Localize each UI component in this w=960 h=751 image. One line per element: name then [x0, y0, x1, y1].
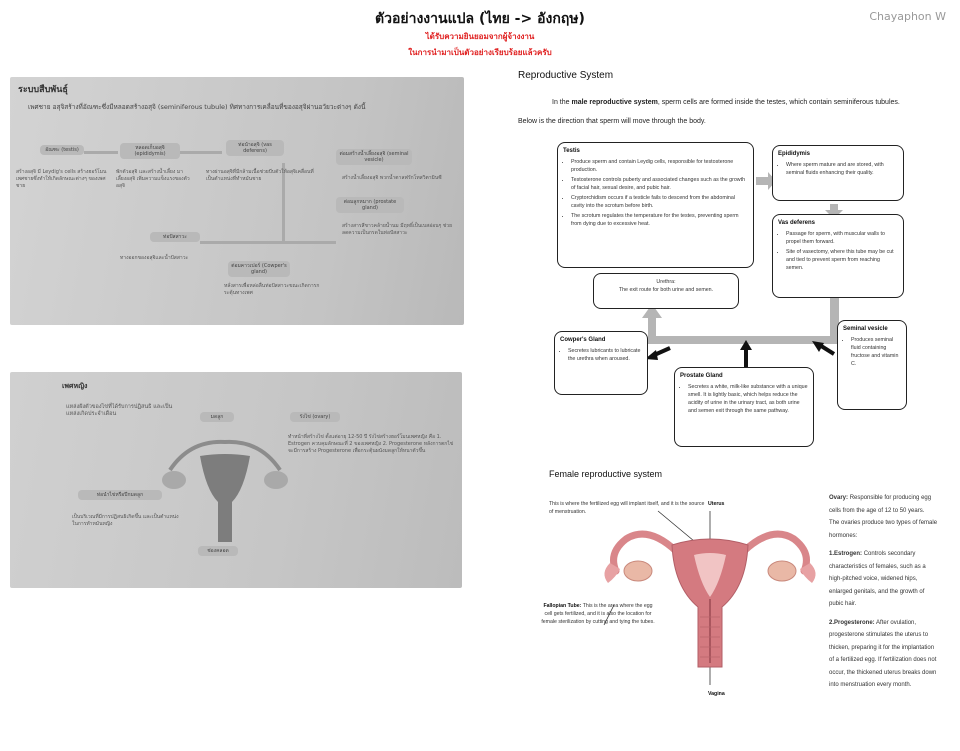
uterus-drawing	[160, 430, 290, 548]
ovary-label: Ovary:	[829, 495, 849, 501]
progesterone-paragraph	[829, 617, 939, 692]
page-title: ตัวอย่างงานแปล (ไทย -> อังกฤษ)	[375, 11, 585, 27]
vagina-label: Vagina	[708, 691, 725, 697]
photo-box-tube: ท่อนำไข่หรือปีกมดลูก	[78, 490, 162, 500]
vas-item: • Site of vasectomy, where this tube may be cut and tied to prevent sperm from reaching semen.	[786, 248, 898, 272]
testis-title: Testis	[563, 148, 580, 154]
diagram-box-epididymis	[772, 145, 904, 201]
reproductive-intro	[518, 93, 914, 131]
cowper-item: • Secretes lubricants to lubricate the urethra when aroused.	[568, 347, 642, 363]
testis-item: • Cryptorchidism occurs if a testicle fails to descend from the abdominal cavity into the scrotum before birth.	[571, 194, 748, 210]
permission-note-line-1: ได้รับความยินยอมจากผู้จ้างงาน	[425, 32, 535, 41]
estrogen-text: Controls secondary characteristics of females, such as a high-pitched voice, widened hips, enlarged genitals, and the growth of pubic hair.	[829, 551, 926, 607]
intro-text-start: In the	[552, 99, 572, 106]
diagram-box-vas-deferens	[772, 214, 904, 298]
photo-box-epididymis: หลอดเก็บอสุจิ (epididymis)	[120, 143, 180, 159]
vas-item: • Passage for sperm, with muscular walls to propel them forward.	[786, 230, 898, 246]
prostate-title: Prostate Gland	[680, 373, 723, 379]
photo-box-vagina: ช่องคลอด	[198, 546, 238, 556]
vas-title: Vas deferens	[778, 220, 816, 226]
intro-text-end: , sperm cells are formed inside the testes, which contain seminiferous tubules. Below is the direction that sperm will move through the body.	[518, 99, 900, 125]
ovary-paragraph	[829, 492, 939, 542]
intro-bold-term: male reproductive system	[571, 99, 658, 106]
estrogen-label: 1.Estrogen:	[829, 551, 863, 557]
diagram-box-testis	[557, 142, 754, 268]
photo-connector	[180, 151, 222, 154]
seminal-item: • Produces seminal fluid containing fructose and vitamin C.	[851, 336, 901, 368]
diagram-box-urethra	[593, 273, 739, 309]
reproductive-heading: Reproductive System	[518, 70, 614, 81]
ovary-hormones: The ovaries produce two types of female hormones:	[829, 520, 938, 539]
photo-heading: ระบบสืบพันธุ์	[18, 85, 68, 95]
epididymis-item: • Where sperm mature and are stored, with seminal fluids enhancing their quality.	[786, 161, 898, 177]
photo-box-urethra: ท่อปัสสาวะ	[150, 232, 200, 242]
progesterone-label: 2.Progesterone:	[829, 619, 875, 626]
ovary-text: Responsible for producing egg cells from the age of 12 to 50 years.	[829, 495, 932, 514]
tube-label: Fallopian Tube:	[543, 603, 582, 609]
author-name: Chayaphon W	[869, 10, 946, 23]
photo-text-epididymis: พักตัวอสุจิ และสร้างน้ำเลี้ยง มาเลี้ยงอสุจิ เพิ่มความแข็งแรงของตัวอสุจิ	[116, 169, 190, 189]
progesterone-text: After ovulation, progesterone stimulates the uterus to thicken, preparing it for the implantation of a fertilized egg. If fertilization does not occur, the thickened uterus breaks down into menstruation every month.	[829, 619, 937, 688]
ovary-description	[829, 492, 939, 698]
photo-heading: เพศหญิง	[62, 382, 88, 390]
testis-item: • Produce sperm and contain Leydig cells, responsible for testosterone production.	[571, 158, 748, 174]
testis-item: • The scrotum regulates the temperature for the testes, preventing sperm from dying due to excessive heat.	[571, 212, 748, 228]
permission-note-line-2: ในการนำมาเป็นตัวอย่างเรียบร้อยแล้วครับ	[408, 48, 552, 57]
photo-box-testis: อัณฑะ (testis)	[40, 145, 84, 155]
photo-text-tube: เป็นบริเวณที่มีการปฏิสนธิเกิดขึ้น และเป็นตำแหน่งในการทำหมันหญิง	[72, 514, 179, 527]
male-system-photo	[10, 77, 464, 325]
photo-connector	[84, 151, 118, 154]
photo-box-cowper: ต่อมคาวเปอร์ (Cowper's gland)	[228, 261, 290, 277]
diagram-box-seminal-vesicle	[837, 320, 907, 410]
prostate-item: • Secretes a white, milk-like substance with a unique smell. It is lightly basic, which helps reduce the acidity of urine in the urinary tract, as both urine and semen exit through the same pathway.	[688, 383, 808, 415]
female-heading: Female reproductive system	[549, 469, 663, 479]
testis-item: • Testosterone controls puberty and associated changes such as the growth of facial hair, sexual desire, and pubic hair.	[571, 176, 748, 192]
diagram-box-cowper	[554, 331, 648, 395]
urethra-text: The exit route for both urine and semen.	[618, 287, 714, 293]
female-embed-note: This is where the fertilized egg will implant itself, and it is the source of menstruation.	[549, 501, 705, 515]
tube-text: This is the area where the egg cell gets fertilized, and it is also the location for female sterilization by cutting and tying the tubes.	[541, 603, 655, 625]
photo-text-ovary: ทำหน้าที่สร้างไข่ ตั้งแต่อายุ 12-50 ปี รังไข่สร้างฮอร์โมนเพศหญิง คือ 1. Estrogen ควบคุมลักษณะที่ 2 ของเพศหญิง 2. Progesterone หลังการตกไข่จะมีการสร้าง Progesterone เพื่อกระตุ้นผนังมดลูกให้หนาตัวขึ้น	[288, 434, 454, 454]
uterus-label: Uterus	[708, 501, 725, 507]
estrogen-paragraph	[829, 548, 939, 611]
photo-box-seminal: ต่อมสร้างน้ำเลี้ยงอสุจิ (seminal vesicle)	[336, 149, 412, 165]
photo-box-uterus: มดลูก	[200, 412, 234, 422]
urethra-title: Urethra:	[656, 279, 676, 285]
photo-connector	[200, 241, 336, 244]
photo-box-vas: ท่อนำอสุจิ (vas deferens)	[226, 140, 284, 156]
photo-box-prostate: ต่อมลูกหมาก (prostate gland)	[336, 197, 404, 213]
diagram-box-prostate	[674, 367, 814, 447]
female-system-photo	[10, 372, 462, 588]
photo-text-cowper: หลั่งสารเพื่อหล่อลื่นท่อปัสสาวะขณะเกิดการกระตุ้นทางเพศ	[224, 283, 320, 296]
photo-intro: เพศชาย อสุจิสร้างที่อัณฑะซึ่งมีหลอดสร้างอสุจิ (seminiferous tubule) ทิศทางการเคลื่อนที่ของอสุจิผ่านอวัยวะต่างๆ ดังนี้	[28, 103, 366, 111]
cowper-title: Cowper's Gland	[560, 337, 606, 343]
photo-text-prostate: สร้างสารสีขาวคล้ายน้ำนม มีฤทธิ์เป็นเบสอ่อนๆ ช่วยลดความเป็นกรดในท่อปัสสาวะ	[342, 223, 453, 236]
seminal-title: Seminal vesicle	[843, 326, 888, 332]
photo-text-seminal: สร้างน้ำเลี้ยงอสุจิ พวกน้ำตาลฟรักโทสวิตามินซี	[342, 175, 442, 181]
photo-text-testis: สร้างอสุจิ มี Leydig's cells สร้างฮอร์โมนเพศชายซึ่งทำให้เกิดลักษณะต่างๆ ของเพศชาย	[16, 169, 107, 189]
photo-text-vas: ทางผ่านอสุจิที่มีกล้ามเนื้อช่วยบีบตัวให้อสุจิเคลื่อนที่ เป็นตำแหน่งที่ทำหมันชาย	[206, 169, 314, 182]
epididymis-title: Epididymis	[778, 151, 811, 157]
photo-box-ovary: รังไข่ (ovary)	[290, 412, 340, 422]
photo-text-urethra: ทางออกของอสุจิและน้ำปัสสาวะ	[120, 255, 189, 261]
fallopian-tube-note	[539, 602, 657, 626]
photo-text-embed: แหล่งฝังตัวของไข่ที่ได้รับการปฏิสนธิ และเป็นแหล่งเกิดประจำเดือน	[66, 404, 173, 417]
uterus-illustration	[596, 507, 826, 685]
